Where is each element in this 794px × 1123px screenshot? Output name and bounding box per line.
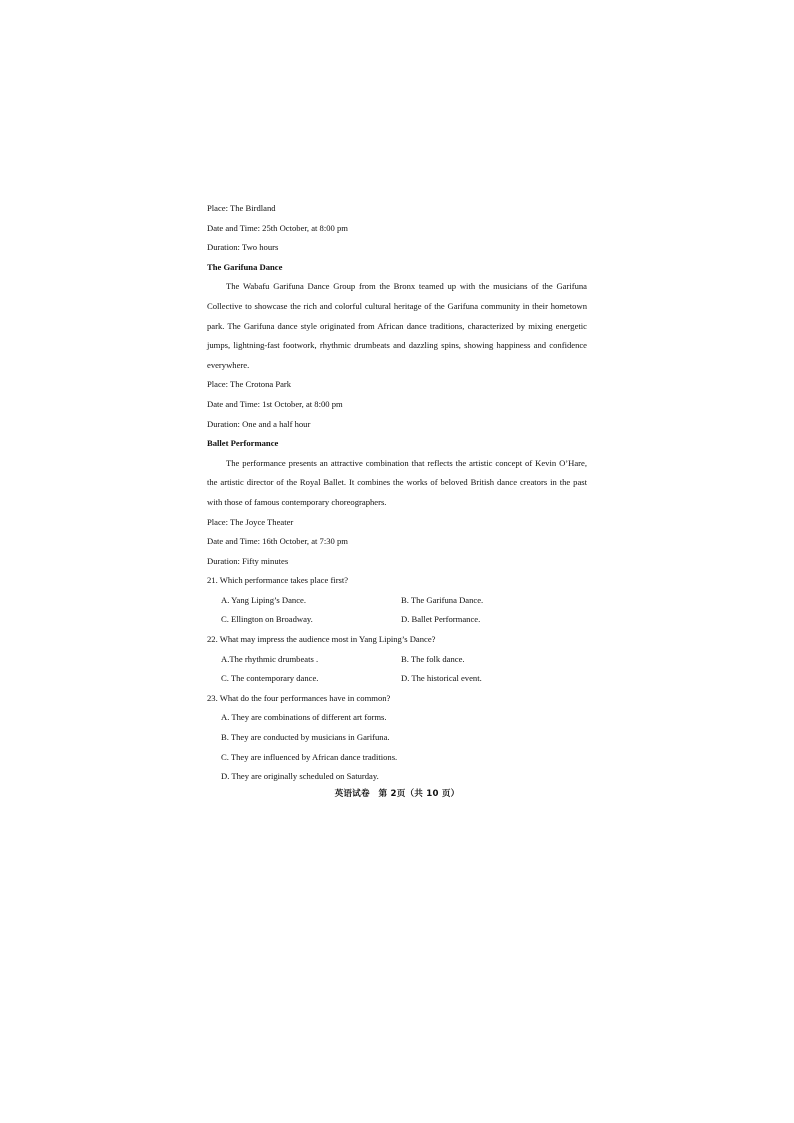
option-b: B. The Garifuna Dance. — [401, 594, 484, 605]
option-a: A. Yang Liping’s Dance. — [221, 594, 306, 605]
event-duration: Duration: Fifty minutes — [207, 555, 289, 566]
event-datetime: Date and Time: 16th October, at 7:30 pm — [207, 536, 348, 547]
garifuna-paragraph: The Wabafu Garifuna Dance Group from the Bronx teamed up with the musicians of the Garifuna Collective to showcase the rich and colorful cultural heritage of the Garifuna community in their hometown park. The Garifuna dance style originated from African dance traditions, characterized by mixing energetic jumps, lightning-fast footwork, rhythmic drumbeats and dazzling spins, showing happiness and confidence everywhere. — [207, 281, 587, 370]
question-options-row — [207, 650, 587, 670]
exam-page-content — [207, 199, 587, 787]
section-heading-ballet: Ballet Performance — [207, 438, 279, 449]
question-stem: 21. Which performance takes place first? — [207, 575, 349, 586]
event-datetime: Date and Time: 25th October, at 8:00 pm — [207, 222, 348, 233]
option-d: D. Ballet Performance. — [401, 614, 481, 625]
question-options-row — [207, 591, 587, 611]
question-stem: 22. What may impress the audience most in Yang Liping’s Dance? — [207, 634, 436, 645]
event-duration: Duration: One and a half hour — [207, 418, 311, 429]
option-a: A.The rhythmic drumbeats . — [221, 653, 319, 664]
option-a: A. They are combinations of different art forms. — [221, 712, 387, 723]
ballet-paragraph: The performance presents an attractive combination that reflects the artistic concept of Kevin O’Hare, the artistic director of the Royal Ballet. It combines the works of beloved British dance creators in the past with those of famous contemporary choreographers. — [207, 457, 587, 507]
event-datetime: Date and Time: 1st October, at 8:00 pm — [207, 398, 343, 409]
option-c: C. Ellington on Broadway. — [221, 614, 313, 625]
event-place: Place: The Birdland — [207, 203, 276, 213]
option-d: D. The historical event. — [401, 673, 482, 684]
event-place: Place: The Joyce Theater — [207, 516, 294, 527]
question-stem: 23. What do the four performances have in common? — [207, 692, 391, 703]
question-options-row — [207, 610, 587, 630]
question-options-row — [207, 669, 587, 689]
page-footer: 英语试卷 第 2页（共 10 页） — [334, 789, 460, 799]
option-c: C. The contemporary dance. — [221, 673, 319, 684]
event-place: Place: The Crotona Park — [207, 379, 292, 390]
option-c: C. They are influenced by African dance traditions. — [221, 751, 398, 762]
option-d: D. They are originally scheduled on Saturday. — [221, 771, 379, 782]
option-b: B. They are conducted by musicians in Garifuna. — [221, 732, 390, 743]
section-heading-garifuna: The Garifuna Dance — [207, 261, 283, 272]
option-b: B. The folk dance. — [401, 653, 465, 664]
event-duration: Duration: Two hours — [207, 242, 279, 253]
